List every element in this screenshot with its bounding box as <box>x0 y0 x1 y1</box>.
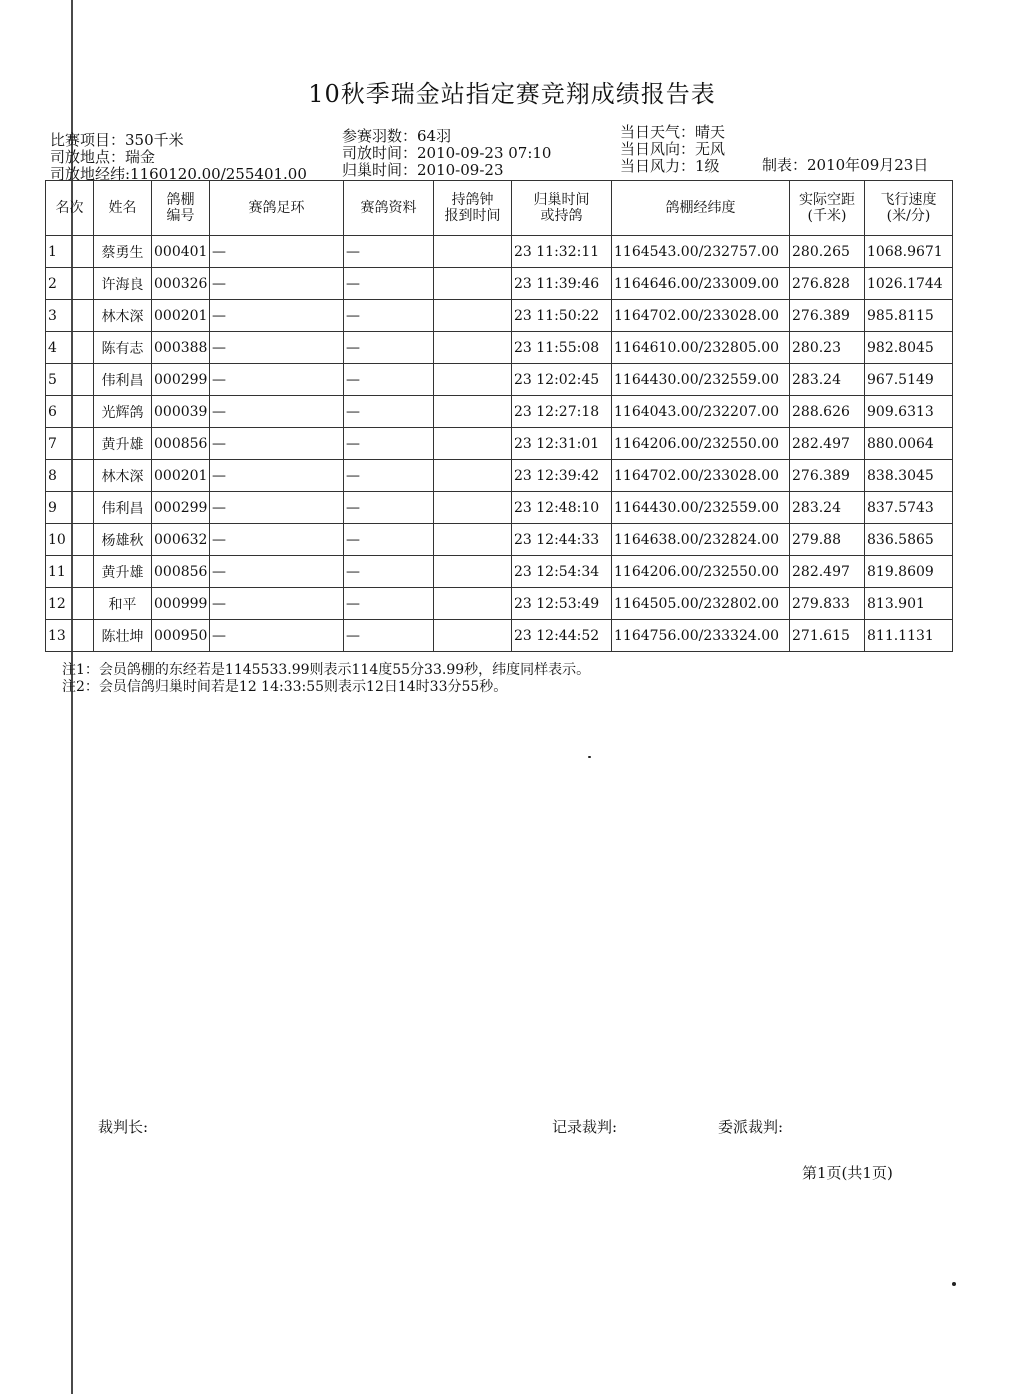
results-body <box>46 236 953 652</box>
cell-info: — <box>344 620 434 652</box>
cell-clock-time <box>434 428 512 460</box>
cell-name: 陈有志 <box>94 332 152 364</box>
cell-speed: 982.8045 <box>865 332 953 364</box>
scan-speck <box>952 1282 956 1286</box>
header-return-line2: 或持鸽 <box>540 208 583 224</box>
cell-loft-coord: 1164702.00/233028.00 <box>612 300 790 332</box>
cell-name: 光辉鸽 <box>94 396 152 428</box>
table-row <box>46 620 953 652</box>
wind-direction: 当日风向：无风 <box>620 140 726 158</box>
cell-loft-id: 000299 <box>152 364 210 396</box>
cell-ring: — <box>210 268 344 300</box>
table-header-row <box>46 181 953 236</box>
table-row <box>46 236 953 268</box>
cell-rank: 9 <box>46 492 94 524</box>
cell-name: 林木深 <box>94 300 152 332</box>
cell-name: 和平 <box>94 588 152 620</box>
cell-ring: — <box>210 588 344 620</box>
cell-distance: 271.615 <box>790 620 865 652</box>
wind-force: 当日风力：1级 <box>620 157 720 175</box>
cell-ring: — <box>210 364 344 396</box>
cell-clock-time <box>434 460 512 492</box>
notes <box>62 662 590 696</box>
header-distance-line1: 实际空距 <box>799 192 855 208</box>
cell-name: 黄升雄 <box>94 556 152 588</box>
record-judge-label: 记录裁判: <box>552 1118 618 1136</box>
cell-ring: — <box>210 460 344 492</box>
cell-ring: — <box>210 556 344 588</box>
cell-rank: 3 <box>46 300 94 332</box>
cell-speed: 1068.9671 <box>865 236 953 268</box>
cell-loft-coord: 1164505.00/232802.00 <box>612 588 790 620</box>
cell-info: — <box>344 556 434 588</box>
cell-distance: 282.497 <box>790 556 865 588</box>
cell-rank: 6 <box>46 396 94 428</box>
cell-name: 黄升雄 <box>94 428 152 460</box>
cell-ring: — <box>210 332 344 364</box>
cell-loft-coord: 1164638.00/232824.00 <box>612 524 790 556</box>
table-row <box>46 300 953 332</box>
cell-speed: 838.3045 <box>865 460 953 492</box>
cell-rank: 11 <box>46 556 94 588</box>
cell-loft-id: 000326 <box>152 268 210 300</box>
cell-ring: — <box>210 428 344 460</box>
cell-return-time: 23 12:53:49 <box>512 588 612 620</box>
cell-distance: 283.24 <box>790 492 865 524</box>
entry-count: 参赛羽数：64羽 <box>342 127 452 145</box>
race-info-right <box>620 124 725 175</box>
cell-loft-coord: 1164206.00/232550.00 <box>612 556 790 588</box>
cell-loft-id: 000856 <box>152 428 210 460</box>
cell-rank: 4 <box>46 332 94 364</box>
table-row <box>46 492 953 524</box>
cell-clock-time <box>434 268 512 300</box>
header-distance <box>790 181 865 236</box>
header-clock-line2: 报到时间 <box>444 208 501 224</box>
race-info-left <box>50 132 307 183</box>
cell-info: — <box>344 236 434 268</box>
cell-distance: 279.88 <box>790 524 865 556</box>
cell-loft-id: 000388 <box>152 332 210 364</box>
cell-speed: 967.5149 <box>865 364 953 396</box>
cell-speed: 985.8115 <box>865 300 953 332</box>
cell-distance: 276.828 <box>790 268 865 300</box>
table-row <box>46 268 953 300</box>
cell-ring: — <box>210 492 344 524</box>
cell-name: 杨雄秋 <box>94 524 152 556</box>
cell-return-time: 23 12:44:52 <box>512 620 612 652</box>
cell-name: 林木深 <box>94 460 152 492</box>
cell-clock-time <box>434 620 512 652</box>
cell-clock-time <box>434 364 512 396</box>
cell-distance: 276.389 <box>790 300 865 332</box>
cell-speed: 819.8609 <box>865 556 953 588</box>
cell-loft-id: 000856 <box>152 556 210 588</box>
cell-loft-coord: 1164702.00/233028.00 <box>612 460 790 492</box>
cell-loft-coord: 1164610.00/232805.00 <box>612 332 790 364</box>
header-speed <box>865 181 953 236</box>
release-time: 司放时间：2010-09-23 07:10 <box>342 144 552 162</box>
cell-return-time: 23 11:50:22 <box>512 300 612 332</box>
cell-clock-time <box>434 556 512 588</box>
note-1: 注1：会员鸽棚的东经若是1145533.99则表示114度55分33.99秒，纬度同样表示。 <box>62 662 591 678</box>
cell-rank: 2 <box>46 268 94 300</box>
cell-info: — <box>344 268 434 300</box>
cell-clock-time <box>434 524 512 556</box>
cell-info: — <box>344 524 434 556</box>
cell-loft-id: 000039 <box>152 396 210 428</box>
made-by-date: 制表：2010年09月23日 <box>762 156 929 174</box>
cell-loft-id: 000632 <box>152 524 210 556</box>
header-distance-line2: (千米) <box>807 208 847 224</box>
cell-info: — <box>344 364 434 396</box>
header-speed-line2: (米/分) <box>886 208 931 224</box>
cell-loft-id: 000201 <box>152 460 210 492</box>
cell-info: — <box>344 460 434 492</box>
cell-ring: — <box>210 236 344 268</box>
note-2: 注2：会员信鸽归巢时间若是12 14:33:55则表示12日14时33分55秒。 <box>62 679 508 695</box>
cell-info: — <box>344 588 434 620</box>
cell-name: 蔡勇生 <box>94 236 152 268</box>
header-clock <box>434 181 512 236</box>
cell-rank: 12 <box>46 588 94 620</box>
cell-name: 伟利昌 <box>94 492 152 524</box>
cell-return-time: 23 12:31:01 <box>512 428 612 460</box>
header-return <box>512 181 612 236</box>
appointed-judge-label: 委派裁判: <box>718 1118 784 1136</box>
cell-ring: — <box>210 396 344 428</box>
cell-distance: 283.24 <box>790 364 865 396</box>
chief-judge-label: 裁判长: <box>98 1118 149 1136</box>
cell-return-time: 23 12:54:34 <box>512 556 612 588</box>
header-rank: 名次 <box>46 181 94 236</box>
cell-return-time: 23 11:32:11 <box>512 236 612 268</box>
cell-rank: 5 <box>46 364 94 396</box>
weather: 当日天气：晴天 <box>620 123 726 141</box>
table-row <box>46 428 953 460</box>
cell-distance: 282.497 <box>790 428 865 460</box>
table-row <box>46 396 953 428</box>
cell-loft-coord: 1164430.00/232559.00 <box>612 364 790 396</box>
cell-loft-id: 000401 <box>152 236 210 268</box>
header-ring: 赛鸽足环 <box>210 181 344 236</box>
cell-loft-coord: 1164646.00/233009.00 <box>612 268 790 300</box>
release-place: 司放地点：瑞金 <box>50 148 156 166</box>
cell-rank: 10 <box>46 524 94 556</box>
cell-speed: 1026.1744 <box>865 268 953 300</box>
cell-loft-coord: 1164543.00/232757.00 <box>612 236 790 268</box>
cell-loft-id: 000299 <box>152 492 210 524</box>
race-item: 比赛项目：350千米 <box>50 131 184 149</box>
cell-loft-id: 000201 <box>152 300 210 332</box>
cell-info: — <box>344 396 434 428</box>
cell-clock-time <box>434 492 512 524</box>
cell-return-time: 23 12:27:18 <box>512 396 612 428</box>
cell-clock-time <box>434 588 512 620</box>
cell-rank: 8 <box>46 460 94 492</box>
header-loft-id <box>152 181 210 236</box>
cell-loft-coord: 1164043.00/232207.00 <box>612 396 790 428</box>
release-coordinates: 司放地经纬:1160120.00/255401.00 <box>50 165 307 183</box>
header-clock-line1: 持鸽钟 <box>451 192 494 208</box>
cell-clock-time <box>434 236 512 268</box>
return-date: 归巢时间：2010-09-23 <box>342 161 504 179</box>
cell-return-time: 23 12:02:45 <box>512 364 612 396</box>
cell-info: — <box>344 492 434 524</box>
cell-speed: 811.1131 <box>865 620 953 652</box>
cell-distance: 280.23 <box>790 332 865 364</box>
table-row <box>46 460 953 492</box>
cell-return-time: 23 11:39:46 <box>512 268 612 300</box>
cell-loft-id: 000950 <box>152 620 210 652</box>
cell-speed: 837.5743 <box>865 492 953 524</box>
cell-clock-time <box>434 300 512 332</box>
cell-return-time: 23 12:44:33 <box>512 524 612 556</box>
cell-ring: — <box>210 620 344 652</box>
race-info-middle <box>342 128 551 179</box>
cell-name: 陈壮坤 <box>94 620 152 652</box>
cell-clock-time <box>434 332 512 364</box>
cell-rank: 1 <box>46 236 94 268</box>
results-table <box>45 180 953 652</box>
table-row <box>46 364 953 396</box>
cell-loft-id: 000999 <box>152 588 210 620</box>
header-speed-line1: 飞行速度 <box>880 192 937 208</box>
cell-info: — <box>344 300 434 332</box>
cell-loft-coord: 1164756.00/233324.00 <box>612 620 790 652</box>
header-name: 姓名 <box>94 181 152 236</box>
report-title: 10秋季瑞金站指定赛竞翔成绩报告表 <box>308 80 716 108</box>
scan-speck <box>588 756 591 758</box>
cell-info: — <box>344 332 434 364</box>
cell-return-time: 23 12:48:10 <box>512 492 612 524</box>
header-info: 赛鸽资料 <box>344 181 434 236</box>
cell-name: 许海良 <box>94 268 152 300</box>
page-number: 第1页(共1页) <box>802 1164 893 1182</box>
cell-clock-time <box>434 396 512 428</box>
cell-ring: — <box>210 300 344 332</box>
table-row <box>46 524 953 556</box>
header-loft-id-line1: 鸽棚 <box>166 192 195 208</box>
cell-distance: 279.833 <box>790 588 865 620</box>
table-row <box>46 556 953 588</box>
cell-speed: 909.6313 <box>865 396 953 428</box>
cell-distance: 288.626 <box>790 396 865 428</box>
header-return-line1: 归巢时间 <box>533 192 590 208</box>
cell-distance: 276.389 <box>790 460 865 492</box>
cell-loft-coord: 1164206.00/232550.00 <box>612 428 790 460</box>
table-row <box>46 332 953 364</box>
cell-ring: — <box>210 524 344 556</box>
cell-speed: 836.5865 <box>865 524 953 556</box>
cell-info: — <box>344 428 434 460</box>
cell-distance: 280.265 <box>790 236 865 268</box>
header-coord: 鸽棚经纬度 <box>612 181 790 236</box>
cell-return-time: 23 12:39:42 <box>512 460 612 492</box>
cell-speed: 880.0064 <box>865 428 953 460</box>
header-loft-id-line2: 编号 <box>166 208 195 224</box>
table-row <box>46 588 953 620</box>
cell-rank: 7 <box>46 428 94 460</box>
cell-loft-coord: 1164430.00/232559.00 <box>612 492 790 524</box>
cell-name: 伟利昌 <box>94 364 152 396</box>
cell-speed: 813.901 <box>865 588 953 620</box>
cell-rank: 13 <box>46 620 94 652</box>
cell-return-time: 23 11:55:08 <box>512 332 612 364</box>
